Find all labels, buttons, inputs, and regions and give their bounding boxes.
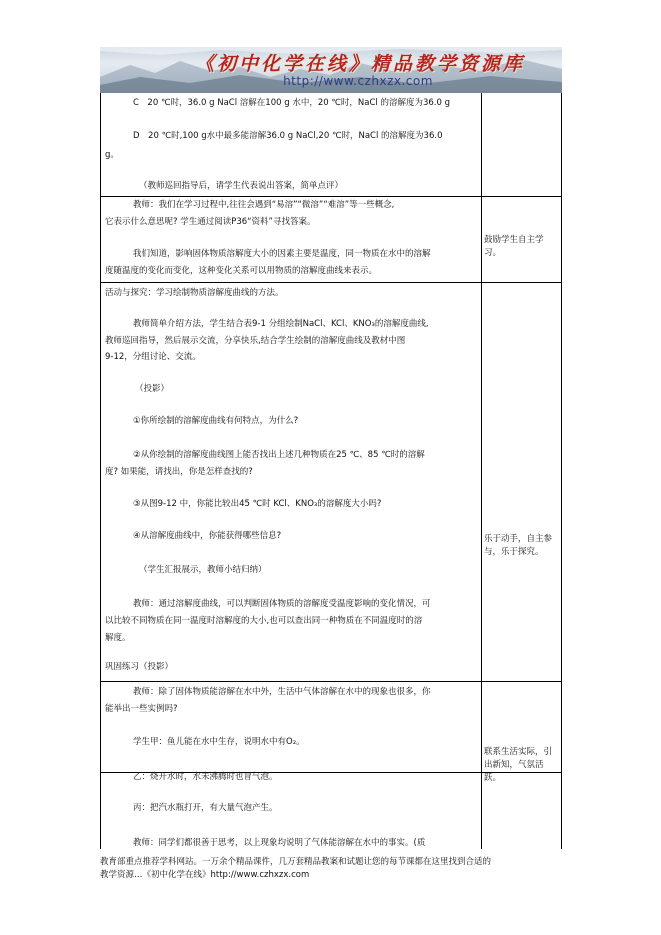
question-1: ①你所绘制的溶解度曲线有何特点，为什么? (133, 416, 299, 426)
paragraph-line: （投影） (135, 384, 170, 394)
paragraph-line: 度? 如果能，请找出，你是怎样查找的? (105, 467, 253, 477)
paragraph-line: 教师巡回指导，然后展示交流，分享快乐,结合学生绘制的溶解度曲线及教材中图 (105, 336, 406, 346)
paragraph-line: 教师：我们在学习过程中,往往会遇到“易溶”“微溶”“难溶”等一些概念, (133, 200, 395, 210)
paragraph-line: 教师：通过溶解度曲线，可以判断固体物质的溶解度受温度影响的变化情况，可 (133, 599, 431, 609)
paragraph-line: g。 (105, 150, 119, 160)
table-row (100, 681, 562, 849)
footer-line: 教学资源…《初中化学在线》http://www.czhxzx.com (100, 870, 310, 880)
header-banner (100, 47, 562, 93)
paragraph-line: 9-12，分组讨论、交流。 (105, 352, 201, 362)
table-row (100, 197, 562, 283)
paragraph-line: 活动与探究：学习绘制物质溶解度曲线的方法。 (105, 288, 284, 298)
paragraph-line: 它表示什么意思呢? 学生通过阅读P36“资料”寻找答案。 (105, 217, 316, 227)
teaching-note: 鼓励学生自主学习。 (484, 235, 544, 258)
paragraph-line: 学生甲：鱼儿能在水中生存，说明水中有O₂。 (133, 737, 305, 747)
paragraph-line: 教师简单介绍方法，学生结合表9-1 分组绘制NaCl、KCl、KNO₃的溶解度曲线, (133, 319, 429, 329)
paragraph-line: 以比较不同物质在同一温度时溶解度的大小,也可以查出同一种物质在不同温度时的溶 (105, 616, 423, 626)
table-row (100, 93, 562, 197)
paragraph-line: 教师：同学们都很善于思考，以上现象均说明了气体能溶解在水中的事实。(质 (133, 838, 426, 848)
footer-line: 教育部重点推荐学科网站。一万余个精品课件，几万套精品教案和试题让您的每节课都在这里找到合适的 (100, 857, 492, 867)
paragraph-line: 丙：把汽水瓶打开，有大量气泡产生。 (133, 803, 278, 813)
paragraph-line: 我们知道，影响固体物质溶解度大小的因素主要是温度，同一物质在水中的溶解 (133, 249, 431, 259)
banner-url[interactable]: http://www.czhxzx.com (283, 74, 433, 88)
teaching-note: 乐于动手，自主参与，乐于探究。 (484, 534, 553, 557)
paragraph-line: 巩固练习（投影） (105, 662, 174, 672)
paragraph-line: （教师巡回指导后，请学生代表说出答案，简单点评） (139, 181, 344, 191)
option-c-text: C 20 ℃时，36.0 g NaCl 溶解在100 g 水中，20 ℃时，NaCl 的溶解度为36.0 g (133, 98, 450, 108)
paragraph-line: 能举出一些实例吗? (105, 704, 178, 714)
option-d-text: D 20 ℃时,100 g水中最多能溶解36.0 g NaCl,20 ℃时，NaCl 的溶解度为36.0 (133, 131, 443, 141)
paragraph-line: 解度。 (105, 633, 131, 643)
banner-title: 《初中化学在线》精品教学资源库 (194, 53, 525, 75)
question-4: ④从溶解度曲线中，你能获得哪些信息? (133, 531, 282, 541)
paragraph-line: 度随温度的变化而变化，这种变化关系可以用物质的溶解度曲线来表示。 (105, 266, 378, 276)
teaching-note: 联系生活实际，引出新知，气氛活跃。 (484, 747, 553, 783)
page-footer (100, 856, 570, 882)
paragraph-line: （学生汇报展示，教师小结归纳） (139, 565, 267, 575)
question-3: ③从图9-12 中，你能比较出45 ℃时 KCl、KNO₃的溶解度大小吗? (133, 499, 382, 509)
paragraph-line: 教师：除了固体物质能溶解在水中外，生活中气体溶解在水中的现象也很多，你 (133, 687, 431, 697)
question-2: ②从你绘制的溶解度曲线图上能否找出上述几种物质在25 ℃、85 ℃时的溶解 (133, 450, 425, 460)
paragraph-line: 乙：烧开水时，水未沸腾时也冒气泡。 (133, 772, 278, 782)
